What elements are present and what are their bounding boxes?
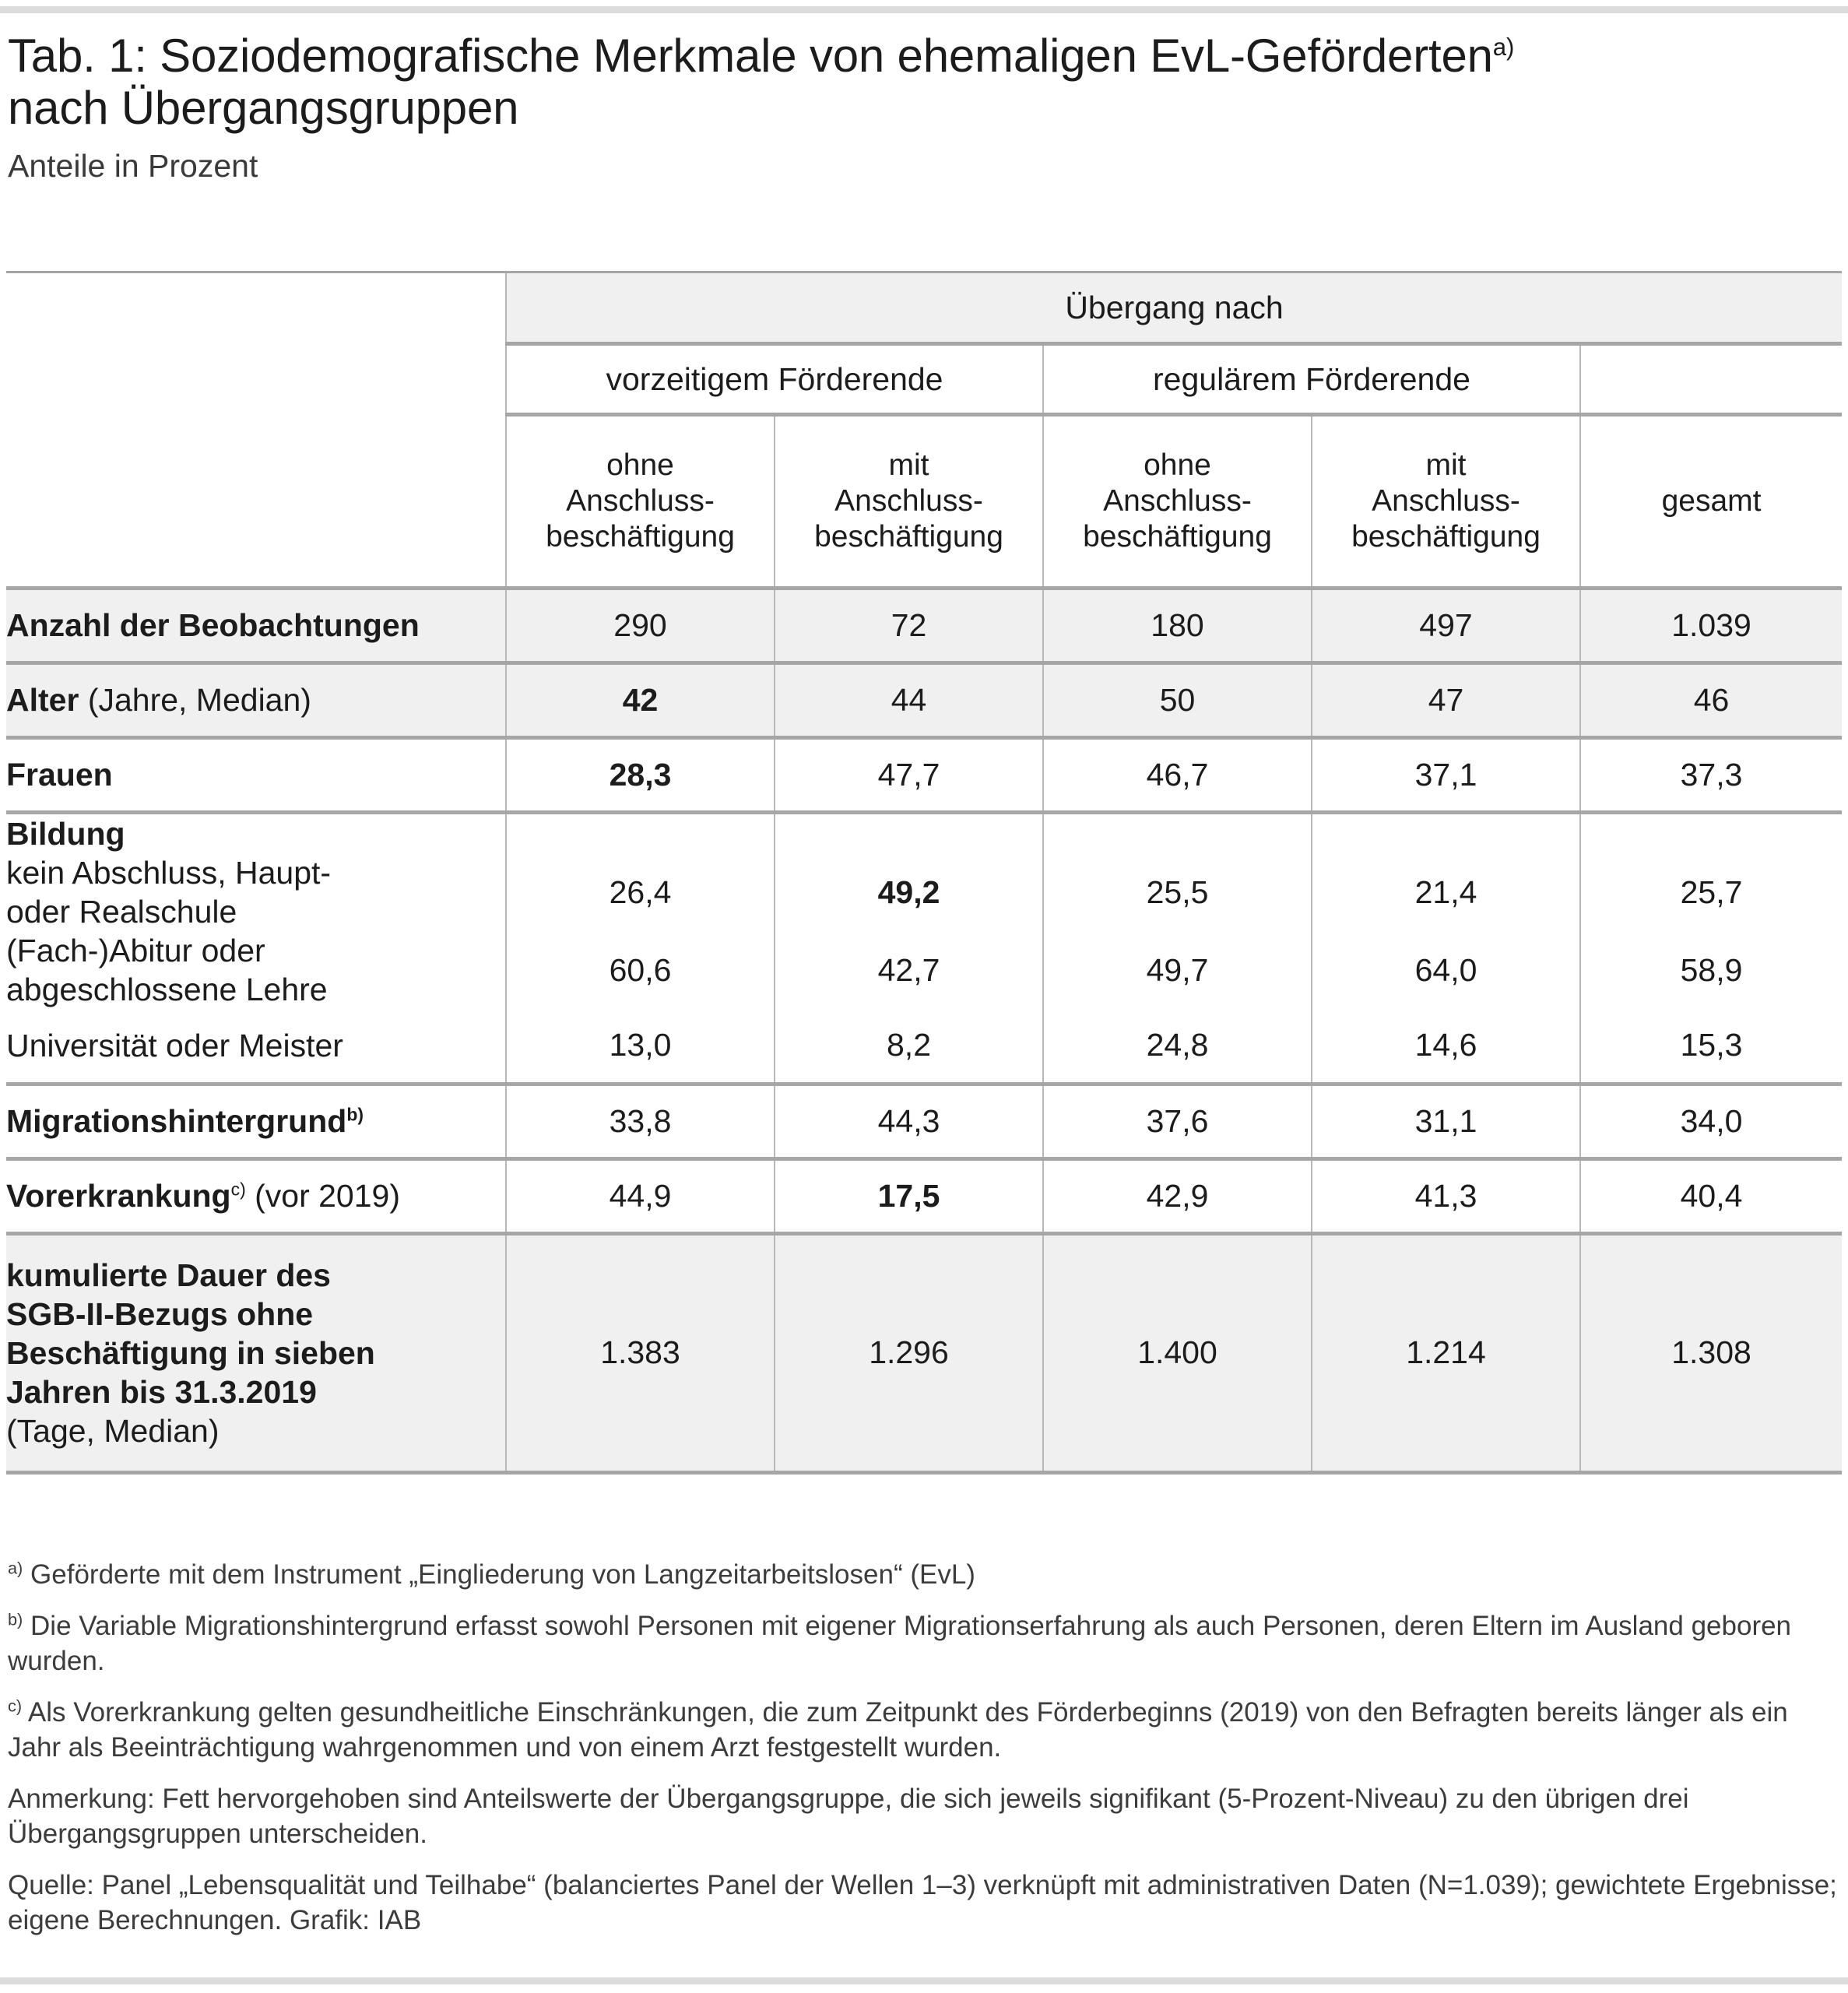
row-label-kein-abschluss: [6, 853, 506, 931]
header-col-gesamt: gesamt: [1580, 415, 1842, 589]
header-col1-line2: Anschluss-: [566, 483, 715, 518]
cell-migration-c2: 44,3: [775, 1084, 1043, 1158]
row-label-bildung-section: Bildung: [6, 813, 506, 854]
cell-anzahl-c3: 180: [1043, 589, 1312, 663]
table-row: [6, 1009, 1842, 1084]
header-col-ohne-anschluss-vorzeitig: [506, 415, 775, 589]
cell-bildung-c3: [1043, 813, 1312, 854]
page-subtitle: Anteile in Prozent: [8, 148, 258, 185]
cell-fach-abitur-c1: 60,6: [506, 931, 775, 1009]
cell-kumul-c2: 1.296: [775, 1233, 1043, 1472]
cell-vorerkrankung-c5: 40,4: [1580, 1158, 1842, 1233]
footnote-b-marker: b): [8, 1608, 23, 1629]
footnote-marker-b: b): [346, 1104, 364, 1125]
title-block: [8, 30, 1822, 185]
cell-migration-c1: 33,8: [506, 1084, 775, 1158]
footnote-b: [8, 1608, 1839, 1679]
row-label-kein-abschluss-line2: oder Realschule: [6, 894, 237, 930]
footnote-anmerkung: Anmerkung: Fett hervorgehoben sind Anteilswerte der Übergangsgruppe, die sich jeweils signifikant (5-Prozent-Niveau) zu den übrigen drei Übergangsgruppen unterscheiden.: [8, 1783, 1689, 1849]
header-col3-line2: Anschluss-: [1103, 483, 1252, 518]
footnote-c-marker: c): [8, 1695, 23, 1715]
bottom-hairline-rule: [0, 1977, 1848, 1984]
header-col3-line1: ohne: [1144, 448, 1211, 482]
cell-kein-abschluss-c1: 26,4: [506, 853, 775, 931]
header-col4-line1: mit: [1425, 448, 1467, 482]
cell-fach-abitur-c4: 64,0: [1312, 931, 1580, 1009]
row-label-fach-abitur: [6, 931, 506, 1009]
table-header-row-leaves: [6, 415, 1842, 589]
cell-fach-abitur-c5: 58,9: [1580, 931, 1842, 1009]
row-label-vorerkrankung-rest: (vor 2019): [245, 1178, 400, 1214]
row-label-alter-rest: (Jahre, Median): [79, 682, 311, 719]
data-table-wrapper: [6, 271, 1842, 1475]
cell-fach-abitur-c3: 49,7: [1043, 931, 1312, 1009]
header-group-vorzeitig: vorzeitigem Förderende: [506, 344, 1043, 415]
cell-fach-abitur-c2: 42,7: [775, 931, 1043, 1009]
cell-universitaet-c2: 8,2: [775, 1009, 1043, 1084]
header-empty-cell-2: [6, 415, 506, 589]
cell-kein-abschluss-c3: 25,5: [1043, 853, 1312, 931]
cell-anzahl-c5: 1.039: [1580, 589, 1842, 663]
cell-frauen-c5: 37,3: [1580, 738, 1842, 813]
header-col2-line2: Anschluss-: [834, 483, 983, 518]
cell-frauen-c2: 47,7: [775, 738, 1043, 813]
cell-universitaet-c4: 14,6: [1312, 1009, 1580, 1084]
table-row: [6, 589, 1842, 663]
cell-kumul-c1: 1.383: [506, 1233, 775, 1472]
footnote-a: [8, 1557, 1839, 1593]
row-label-alter: [6, 663, 506, 738]
table-bottom-rule-row: [6, 1472, 1842, 1475]
cell-migration-c3: 37,6: [1043, 1084, 1312, 1158]
header-col2-line1: mit: [888, 448, 929, 482]
footnote-b-text: Die Variable Migrationshintergrund erfasst sowohl Personen mit eigener Migrationserfahrung als auch Personen, deren Eltern im Ausland geboren wurden.: [8, 1610, 1792, 1676]
table-header-row-groups: [6, 344, 1842, 415]
footnote-c-text: Als Vorerkrankung gelten gesundheitliche Einschränkungen, die zum Zeitpunkt des Förderbeginns (2019) von den Befragten bereits länger als ein Jahr als Beeinträchtigung wahrgenommen und von einem Arzt festgestellt wurden.: [8, 1696, 1788, 1763]
header-col-mit-anschluss-regulaer: [1312, 415, 1580, 589]
cell-anzahl-c2: 72: [775, 589, 1043, 663]
row-label-kumulierte-dauer: [6, 1233, 506, 1472]
cell-alter-c3: 50: [1043, 663, 1312, 738]
footnote-quelle: Quelle: Panel „Lebensqualität und Teilhabe“ (balanciertes Panel der Wellen 1–3) verknüpft mit administrativen Daten (N=1.039); gewichtete Ergebnisse; eigene Berechnungen. Grafik: IAB: [8, 1869, 1837, 1935]
row-label-fach-abitur-line2: abgeschlossene Lehre: [6, 972, 328, 1008]
cell-frauen-c3: 46,7: [1043, 738, 1312, 813]
title-footnote-marker-a: a): [1492, 33, 1515, 61]
cell-kumul-c3: 1.400: [1043, 1233, 1312, 1472]
table-row: [6, 738, 1842, 813]
cell-kein-abschluss-c4: 21,4: [1312, 853, 1580, 931]
header-corner-cell: [6, 272, 506, 344]
row-label-kumul-line3: Beschäftigung in sieben: [6, 1334, 375, 1371]
row-label-kein-abschluss-line1: kein Abschluss, Haupt-: [6, 855, 332, 891]
cell-universitaet-c3: 24,8: [1043, 1009, 1312, 1084]
cell-alter-c1: 42: [506, 663, 775, 738]
cell-kumul-c5: 1.308: [1580, 1233, 1842, 1472]
top-hairline-rule: [0, 6, 1848, 13]
cell-vorerkrankung-c3: 42,9: [1043, 1158, 1312, 1233]
header-group-regulaer: regulärem Förderende: [1043, 344, 1580, 415]
table-bottom-rule: [6, 1472, 1842, 1475]
cell-frauen-c1: 28,3: [506, 738, 775, 813]
page-title-main: Tab. 1: Soziodemografische Merkmale von ehemaligen EvL-Geförderten: [8, 30, 1493, 82]
row-label-frauen: Frauen: [6, 738, 506, 813]
data-table: [6, 271, 1842, 1475]
header-col-mit-anschluss-vorzeitig: [775, 415, 1043, 589]
row-label-kumul-line4: Jahren bis 31.3.2019: [6, 1373, 317, 1410]
cell-alter-c2: 44: [775, 663, 1043, 738]
header-col1-line3: beschäftigung: [546, 520, 735, 554]
cell-anzahl-c4: 497: [1312, 589, 1580, 663]
page-title-line2: nach Übergangsgruppen: [8, 82, 519, 135]
footnote-marker-c: c): [230, 1179, 246, 1200]
row-label-fach-abitur-line1: (Fach-)Abitur oder: [6, 933, 265, 969]
row-label-universitaet: Universität oder Meister: [6, 1027, 343, 1063]
row-label-alter-strong: Alter: [6, 682, 79, 719]
row-label-vorerkrankung-strong: Vorerkrankung: [6, 1178, 231, 1214]
cell-bildung-c1: [506, 813, 775, 854]
table-row: [6, 663, 1842, 738]
header-col3-line3: beschäftigung: [1083, 520, 1272, 554]
table-row: [6, 931, 1842, 1009]
cell-universitaet-c5: 15,3: [1580, 1009, 1842, 1084]
cell-kein-abschluss-c2: 49,2: [775, 853, 1043, 931]
header-col1-line1: ohne: [606, 448, 674, 482]
footnotes-block: [8, 1557, 1839, 1939]
header-empty-cell-1: [6, 344, 506, 415]
header-col4-line3: beschäftigung: [1351, 520, 1541, 554]
cell-alter-c4: 47: [1312, 663, 1580, 738]
cell-bildung-c4: [1312, 813, 1580, 854]
row-label-migrationshintergrund: [6, 1084, 506, 1158]
page-title: [8, 30, 1822, 134]
header-group-empty: [1580, 344, 1842, 415]
row-label-vorerkrankung: [6, 1158, 506, 1233]
cell-universitaet-c1: 13,0: [506, 1009, 775, 1084]
cell-vorerkrankung-c2: 17,5: [775, 1158, 1043, 1233]
row-label-kumul-line2: SGB-II-Bezugs ohne: [6, 1295, 314, 1332]
cell-frauen-c4: 37,1: [1312, 738, 1580, 813]
cell-bildung-c2: [775, 813, 1043, 854]
row-label-kumul-line1: kumulierte Dauer des: [6, 1257, 331, 1293]
header-col2-line3: beschäftigung: [814, 520, 1003, 554]
cell-vorerkrankung-c4: 41,3: [1312, 1158, 1580, 1233]
footnote-a-marker: a): [8, 1558, 23, 1578]
cell-alter-c5: 46: [1580, 663, 1842, 738]
table-row: [6, 853, 1842, 931]
table-header-row-supergroup: [6, 272, 1842, 344]
footnote-c: [8, 1695, 1839, 1766]
table-row: [6, 1158, 1842, 1233]
header-col-ohne-anschluss-regulaer: [1043, 415, 1312, 589]
cell-migration-c4: 31,1: [1312, 1084, 1580, 1158]
table-row: [6, 1233, 1842, 1472]
table-row: [6, 1084, 1842, 1158]
cell-kein-abschluss-c5: 25,7: [1580, 853, 1842, 931]
cell-bildung-c5: [1580, 813, 1842, 854]
row-label-migration-text: Migrationshintergrund: [6, 1103, 347, 1140]
cell-vorerkrankung-c1: 44,9: [506, 1158, 775, 1233]
header-col4-line2: Anschluss-: [1372, 483, 1520, 518]
row-label-kumul-line5: (Tage, Median): [6, 1412, 220, 1449]
cell-migration-c5: 34,0: [1580, 1084, 1842, 1158]
cell-kumul-c4: 1.214: [1312, 1233, 1580, 1472]
table-row: [6, 813, 1842, 854]
header-supergroup-label: Übergang nach: [506, 272, 1842, 344]
footnote-a-text: Geförderte mit dem Instrument „Eingliederung von Langzeitarbeitslosen“ (EvL): [30, 1559, 975, 1590]
cell-anzahl-c1: 290: [506, 589, 775, 663]
row-label-anzahl-beobachtungen: Anzahl der Beobachtungen: [6, 589, 506, 663]
